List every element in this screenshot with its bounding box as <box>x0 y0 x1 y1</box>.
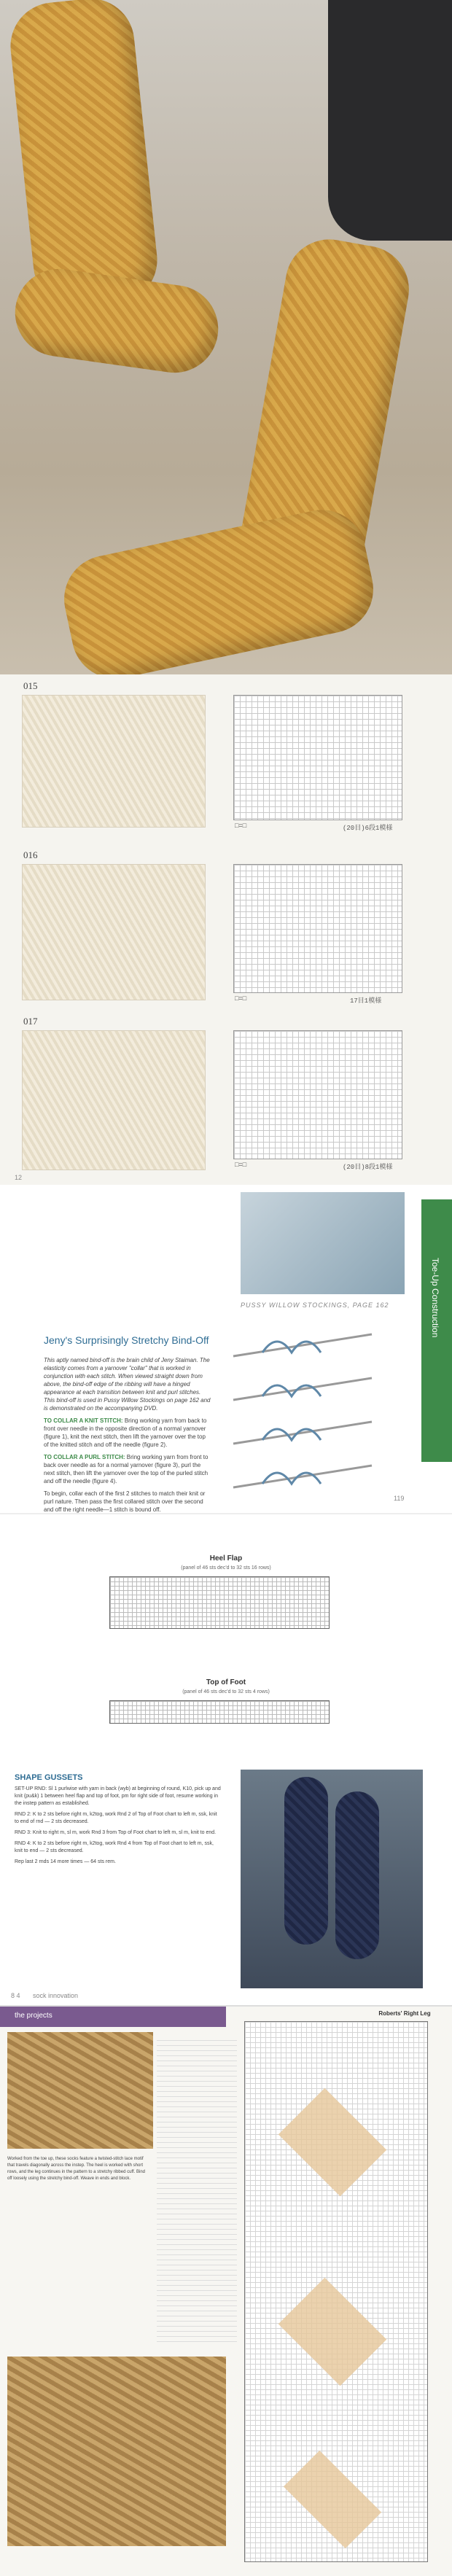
chart-row-label: □=□ <box>235 822 247 830</box>
needle-illustration <box>233 1415 372 1451</box>
page-number: 8 4 <box>11 1992 20 1999</box>
project-spread <box>0 2005 452 2576</box>
instruction: Rep last 2 rnds 14 more times — 64 sts rem. <box>15 1859 116 1864</box>
chart-grid <box>233 864 402 993</box>
section-header-bar <box>0 2007 226 2027</box>
chart-subtitle: (panel of 46 sts dec'd to 32 sts 16 rows) <box>181 1565 271 1571</box>
chart-title: Roberts' Right Leg <box>378 2010 431 2017</box>
body-text: Worked from the toe up, these socks feature a twisted-stitch lace motif that travels diagonally across the instep. The heel is worked with short rows, and the leg continues in the pattern to a stretchy ribbed cuff. Bind off loosely using the stretchy bind-off. Weave in ends and block. <box>7 2157 146 2181</box>
step-paragraph: To begin, collar each of the first 2 stitches to match their knit or purl nature. Then pass the first collared stitch over the second and off the right needle—1 stitch is bound off. <box>44 1490 206 1513</box>
chart-row-label: □=□ <box>235 1161 247 1169</box>
chart-row-label: □=□ <box>235 995 247 1003</box>
chapter-tab-label: Toe-Up Construction <box>430 1258 440 1338</box>
sock-left-leg <box>7 0 162 312</box>
sock-detail-photo <box>7 2032 153 2149</box>
needle-illustration <box>233 1371 372 1407</box>
instruction: SET-UP RND: Sl 1 purlwise with yarn in back (wyb) at beginning of round, K10, pick up and knit (pu&k) 1 between heel flap and top of foot, pm for right side of foot, resume working in the instep pattern as established. <box>15 1786 221 1806</box>
step-text: Bring working yarn from back to front over needle in the opposite direction of a normal yarnover (figure 1), knit the next stitch, then lift the yarnover over the top of the knitted stitch and off the needle (figure 2). <box>44 1417 207 1448</box>
chart-subtitle: (panel of 46 sts dec'd to 32 sts 4 rows) <box>182 1689 270 1694</box>
leg-chart <box>244 2021 428 2562</box>
heel-flap-chart <box>109 1576 330 1629</box>
sock-right-foot <box>56 502 381 687</box>
step-label: TO COLLAR A PURL STITCH: <box>44 1454 125 1460</box>
stitch-chart-page <box>0 674 452 1185</box>
chart-footnote: 17目1模様 <box>350 997 382 1005</box>
section-title: Jeny's Surprisingly Stretchy Bind-Off <box>44 1334 209 1346</box>
gusset-instructions <box>15 1786 222 1869</box>
chart-footnote: (20目)6段1模様 <box>343 825 393 832</box>
dark-shoe-shape <box>328 0 452 241</box>
project-body <box>7 2156 146 2185</box>
needle-illustration <box>233 1458 372 1495</box>
chart-title: Heel Flap <box>209 1554 243 1563</box>
section-header: the projects <box>15 2012 52 2020</box>
step-text: Bring working yarn from front to back over needle as for a normal yarnover (figure 3), purl the next stitch, then lift the yarnover over the top of the purled stitch and off the needle (figure 4). <box>44 1454 209 1484</box>
page-footer: sock innovation <box>33 1992 79 1999</box>
bindoff-page <box>0 1185 452 1513</box>
instruction: RND 2: K to 2 sts before right m, k2tog, work Rnd 2 of Top of Foot chart to left m, ssk, knit to end of rnd — 2 sts decreased. <box>15 1812 217 1824</box>
pattern-column <box>157 2036 237 2342</box>
chart-motif <box>284 2451 381 2548</box>
top-of-foot-chart <box>109 1700 330 1724</box>
step-paragraph <box>44 1453 211 1485</box>
bindoff-photo <box>241 1192 405 1294</box>
socks-photo <box>0 0 452 674</box>
heel-pattern-page <box>0 1513 452 2007</box>
swatch-number: 015 <box>23 680 38 691</box>
needle-illustration <box>233 1327 372 1363</box>
swatch-number: 017 <box>23 1016 38 1027</box>
navy-socks-photo <box>241 1770 423 1988</box>
chart-motif <box>278 2088 386 2196</box>
sock-detail-photo <box>7 2357 226 2546</box>
chart-grid <box>233 695 402 820</box>
photo-caption: PUSSY WILLOW STOCKINGS, PAGE 162 <box>241 1301 389 1309</box>
instruction: RND 4: K to 2 sts before right m, k2tog, work Rnd 4 from Top of Foot chart to left m, ssk, knit to end — 2 sts decreased. <box>15 1841 214 1853</box>
navy-sock <box>335 1791 379 1959</box>
swatch-image <box>22 695 206 828</box>
chart-grid <box>233 1030 402 1159</box>
step-paragraph <box>44 1417 211 1449</box>
swatch-image <box>22 864 206 1000</box>
intro-paragraph: This aptly named bind-off is the brain child of Jeny Staiman. The elasticity comes from a yarnover "collar" that is worked in conjunction with each stitch. When viewed straight down from above, the bind-off edge of the ribbing will have a hinged appearance at each transition between knit and purl stitches. This bind-off is used in Pussy Willow Stockings on page 162 and is demonstrated on the accompanying DVD. <box>44 1357 211 1412</box>
chapter-tab <box>421 1199 452 1462</box>
chart-title: Top of Foot <box>206 1678 246 1686</box>
section-title: SHAPE GUSSETS <box>15 1773 83 1782</box>
swatch-number: 016 <box>23 849 38 860</box>
instruction: RND 3: Knit to right m, sl m, work Rnd 3 from Top of Foot chart to left m, sl m, knit to end. <box>15 1830 217 1835</box>
page-number: 12 <box>15 1174 23 1181</box>
step-label: TO COLLAR A KNIT STITCH: <box>44 1417 123 1424</box>
page-number: 119 <box>394 1495 405 1502</box>
sock-left-foot <box>9 263 224 378</box>
swatch-image <box>22 1030 206 1170</box>
chart-motif <box>278 2278 386 2386</box>
chart-footnote: (20目)8段1模様 <box>343 1164 393 1171</box>
navy-sock <box>284 1777 328 1945</box>
